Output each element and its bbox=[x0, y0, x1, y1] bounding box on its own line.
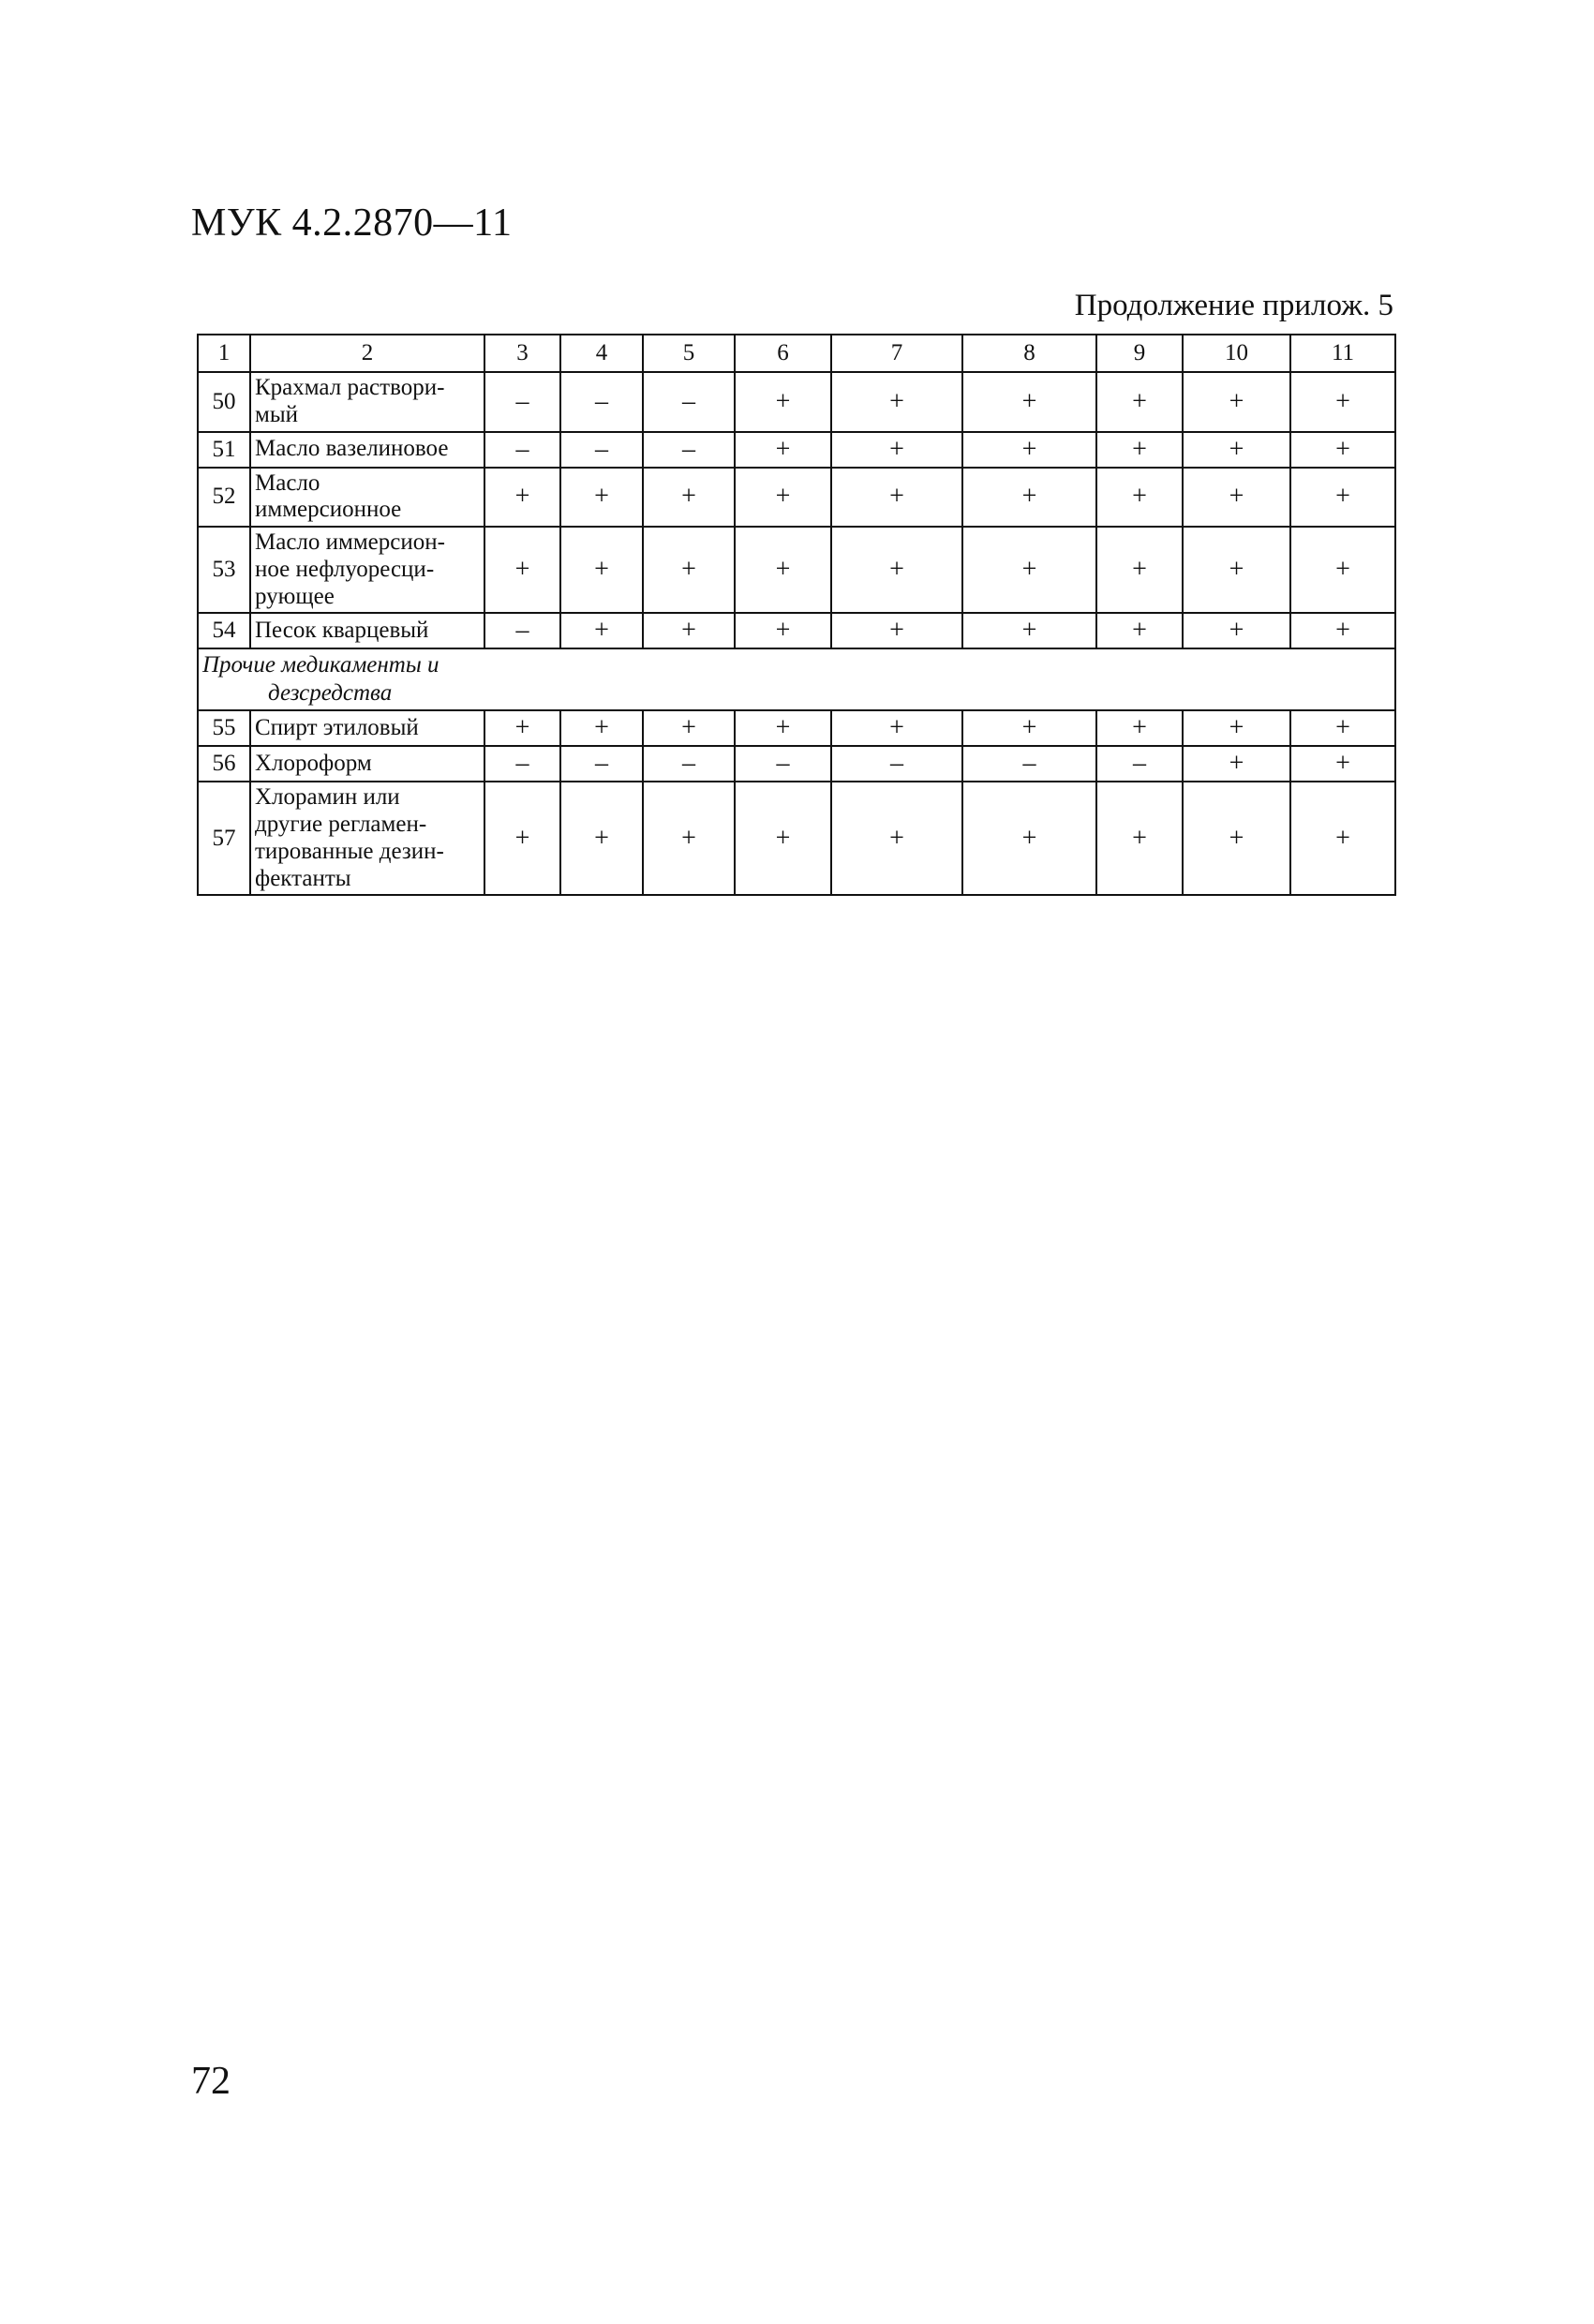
mark-cell: – bbox=[484, 372, 560, 432]
appendix-table-container bbox=[197, 334, 1394, 896]
mark-cell: + bbox=[962, 710, 1096, 746]
mark-cell: + bbox=[560, 710, 643, 746]
substance-name: Масло вазелиновое bbox=[250, 432, 484, 468]
row-number: 52 bbox=[198, 468, 250, 528]
mark-cell: + bbox=[1290, 746, 1395, 782]
column-header: 8 bbox=[962, 335, 1096, 372]
mark-cell: + bbox=[1096, 468, 1183, 528]
mark-cell: + bbox=[1290, 432, 1395, 468]
substance-name: Песок кварцевый bbox=[250, 613, 484, 648]
mark-cell: – bbox=[560, 746, 643, 782]
section-title-line1: Прочие медикаменты и bbox=[202, 652, 439, 678]
column-header: 5 bbox=[643, 335, 735, 372]
mark-cell: + bbox=[962, 432, 1096, 468]
section-title bbox=[198, 648, 1395, 710]
column-header: 6 bbox=[735, 335, 831, 372]
column-header: 7 bbox=[831, 335, 962, 372]
mark-cell: + bbox=[962, 468, 1096, 528]
mark-cell: + bbox=[735, 782, 831, 895]
table-row bbox=[198, 613, 1395, 648]
appendix-table bbox=[197, 334, 1396, 896]
mark-cell: – bbox=[643, 746, 735, 782]
substance-name: Масло иммерсион- ное нефлуоресци- рующее bbox=[250, 527, 484, 613]
row-number: 53 bbox=[198, 527, 250, 613]
mark-cell: + bbox=[1290, 782, 1395, 895]
mark-cell: + bbox=[1096, 710, 1183, 746]
mark-cell: + bbox=[735, 527, 831, 613]
mark-cell: + bbox=[560, 468, 643, 528]
mark-cell: – bbox=[484, 613, 560, 648]
section-title-line2: дезсредства bbox=[268, 680, 393, 707]
mark-cell: + bbox=[1096, 613, 1183, 648]
mark-cell: – bbox=[962, 746, 1096, 782]
mark-cell: + bbox=[831, 710, 962, 746]
mark-cell: + bbox=[643, 468, 735, 528]
mark-cell: – bbox=[735, 746, 831, 782]
mark-cell: – bbox=[1096, 746, 1183, 782]
mark-cell: + bbox=[735, 613, 831, 648]
mark-cell: + bbox=[1096, 372, 1183, 432]
mark-cell: – bbox=[643, 432, 735, 468]
column-header: 10 bbox=[1183, 335, 1290, 372]
table-row bbox=[198, 372, 1395, 432]
mark-cell: + bbox=[962, 613, 1096, 648]
mark-cell: – bbox=[484, 746, 560, 782]
page-number: 72 bbox=[191, 2060, 231, 2103]
mark-cell: + bbox=[831, 468, 962, 528]
mark-cell: + bbox=[560, 527, 643, 613]
mark-cell: + bbox=[484, 782, 560, 895]
mark-cell: + bbox=[560, 782, 643, 895]
continuation-caption: Продолжение прилож. 5 bbox=[1074, 289, 1393, 322]
mark-cell: + bbox=[1290, 527, 1395, 613]
mark-cell: + bbox=[1290, 468, 1395, 528]
row-number: 50 bbox=[198, 372, 250, 432]
column-header: 3 bbox=[484, 335, 560, 372]
substance-name: Хлорамин или другие регламен- тированные дезин- фектанты bbox=[250, 782, 484, 895]
column-header: 2 bbox=[250, 335, 484, 372]
mark-cell: + bbox=[560, 613, 643, 648]
substance-name: Спирт этиловый bbox=[250, 710, 484, 746]
table-body bbox=[198, 335, 1395, 895]
mark-cell: + bbox=[1183, 746, 1290, 782]
mark-cell: + bbox=[1290, 372, 1395, 432]
mark-cell: + bbox=[643, 613, 735, 648]
column-header: 11 bbox=[1290, 335, 1395, 372]
mark-cell: + bbox=[1290, 710, 1395, 746]
table-row bbox=[198, 468, 1395, 528]
row-number: 55 bbox=[198, 710, 250, 746]
mark-cell: – bbox=[643, 372, 735, 432]
column-header: 1 bbox=[198, 335, 250, 372]
mark-cell: + bbox=[1096, 527, 1183, 613]
table-row bbox=[198, 527, 1395, 613]
substance-name: Хлороформ bbox=[250, 746, 484, 782]
section-row bbox=[198, 648, 1395, 710]
substance-name: Крахмал раствори- мый bbox=[250, 372, 484, 432]
column-header: 4 bbox=[560, 335, 643, 372]
mark-cell: + bbox=[1183, 710, 1290, 746]
table-row bbox=[198, 746, 1395, 782]
mark-cell: + bbox=[735, 710, 831, 746]
mark-cell: + bbox=[735, 468, 831, 528]
mark-cell: + bbox=[643, 527, 735, 613]
table-row bbox=[198, 710, 1395, 746]
mark-cell: + bbox=[1183, 468, 1290, 528]
mark-cell: + bbox=[1183, 782, 1290, 895]
mark-cell: + bbox=[962, 782, 1096, 895]
column-header: 9 bbox=[1096, 335, 1183, 372]
mark-cell: – bbox=[560, 432, 643, 468]
mark-cell: + bbox=[1183, 372, 1290, 432]
mark-cell: + bbox=[1290, 613, 1395, 648]
mark-cell: + bbox=[1183, 613, 1290, 648]
row-number: 51 bbox=[198, 432, 250, 468]
table-row bbox=[198, 782, 1395, 895]
mark-cell: + bbox=[484, 468, 560, 528]
mark-cell: + bbox=[831, 372, 962, 432]
mark-cell: + bbox=[831, 613, 962, 648]
row-number: 57 bbox=[198, 782, 250, 895]
mark-cell: + bbox=[831, 432, 962, 468]
mark-cell: – bbox=[560, 372, 643, 432]
mark-cell: + bbox=[735, 372, 831, 432]
mark-cell: – bbox=[831, 746, 962, 782]
mark-cell: + bbox=[1096, 782, 1183, 895]
mark-cell: – bbox=[484, 432, 560, 468]
mark-cell: + bbox=[831, 527, 962, 613]
mark-cell: + bbox=[735, 432, 831, 468]
mark-cell: + bbox=[643, 782, 735, 895]
mark-cell: + bbox=[831, 782, 962, 895]
document-code: МУК 4.2.2870—11 bbox=[191, 201, 513, 245]
mark-cell: + bbox=[643, 710, 735, 746]
mark-cell: + bbox=[962, 527, 1096, 613]
mark-cell: + bbox=[1183, 432, 1290, 468]
substance-name: Масло иммерсионное bbox=[250, 468, 484, 528]
row-number: 54 bbox=[198, 613, 250, 648]
row-number: 56 bbox=[198, 746, 250, 782]
mark-cell: + bbox=[1096, 432, 1183, 468]
mark-cell: + bbox=[962, 372, 1096, 432]
mark-cell: + bbox=[1183, 527, 1290, 613]
table-header-row bbox=[198, 335, 1395, 372]
mark-cell: + bbox=[484, 710, 560, 746]
mark-cell: + bbox=[484, 527, 560, 613]
table-row bbox=[198, 432, 1395, 468]
